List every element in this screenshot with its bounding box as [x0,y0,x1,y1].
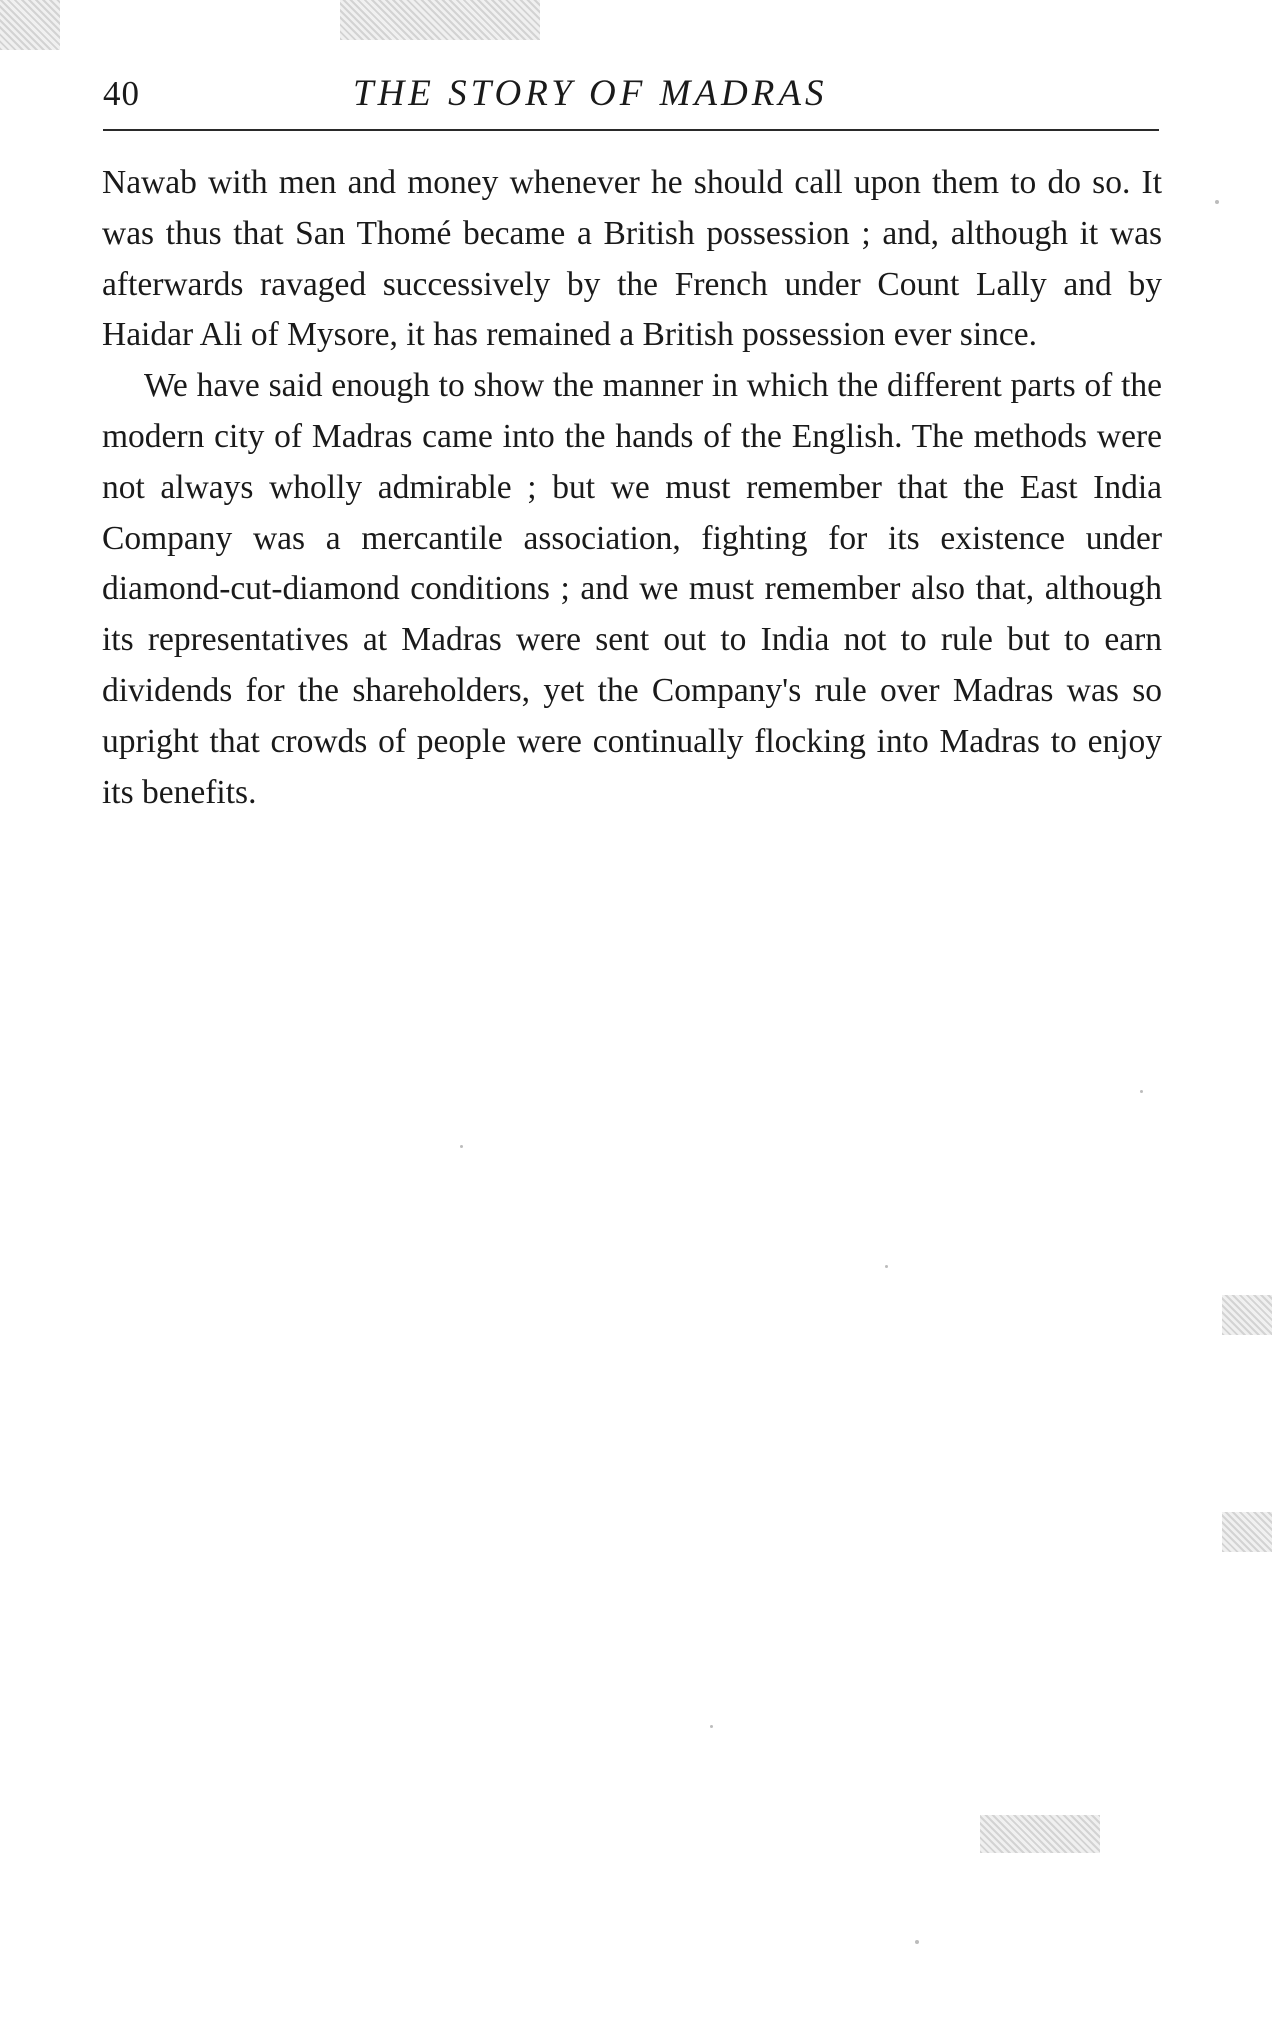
scan-smudge [1222,1295,1272,1335]
scan-speck [915,1940,919,1944]
scan-smudge [0,0,60,50]
page-number: 40 [103,74,140,113]
paragraph-2: We have said enough to show the manner in which the different parts of the modern city of Madras came into the hands of the English. The methods were not always wholly admirable ; but we must remember that the East India Company was a mercantile association, fighting for its existence under diamond-cut-diamond conditions ; and we must remember also that, although its representatives at Madras were sent out to India not to rule but to earn dividends for the shareholders, yet the Company's rule over Madras was so upright that crowds of people were continually flocking into Madras to enjoy its benefits. [102,367,1162,811]
running-title: THE STORY OF MADRAS [353,73,828,114]
scan-speck [710,1725,713,1728]
page-header [103,66,1159,122]
scan-smudge [980,1815,1100,1853]
body-text [102,158,1162,818]
scan-speck [460,1145,463,1148]
scan-smudge [340,0,540,40]
scan-smudge [1222,1512,1272,1552]
paragraph-1: Nawab with men and money whenever he should call upon them to do so. It was thus that San Thomé became a British possession ; and, although it was afterwards ravaged successively by the French under Count Lally and by Haidar Ali of Mysore, it has remained a British possession ever since. [102,164,1162,354]
scan-speck [1215,200,1219,204]
scan-speck [1140,1090,1143,1093]
scan-speck [885,1265,888,1268]
header-rule [103,129,1159,131]
